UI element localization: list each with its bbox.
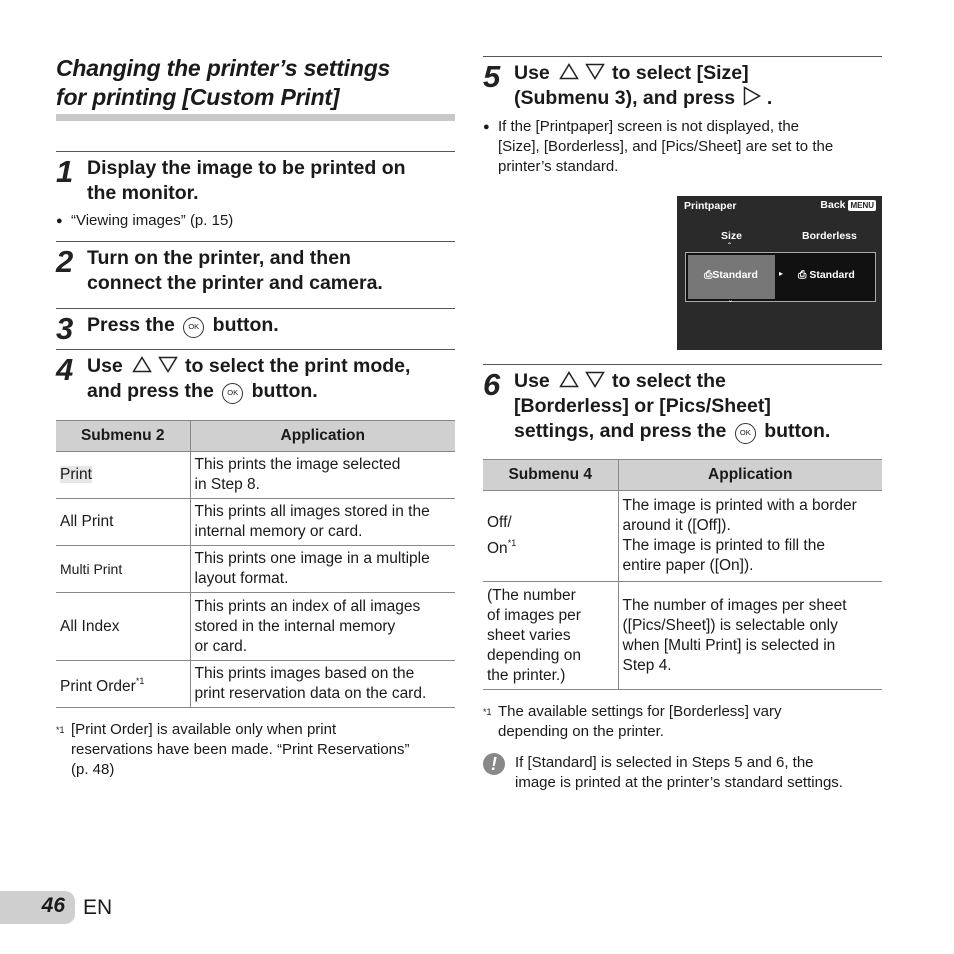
step-4-line2-post: button. (251, 380, 318, 402)
table-cell-app (190, 661, 455, 708)
footnote-ref: *1 (135, 676, 145, 686)
back-label: Back (820, 199, 846, 211)
footnote-left (56, 720, 455, 780)
footnote-line: reservations have been made. “Print Reservations” (71, 741, 410, 758)
app-line: layout format. (194, 570, 289, 587)
step-1-heading (87, 156, 455, 206)
step-3 (56, 308, 455, 349)
footnote-line: The available settings for [Borderless] vary (498, 703, 782, 720)
ok-button-icon: OK (735, 423, 756, 444)
ok-button-icon: OK (183, 317, 204, 338)
name-line: of images per (487, 606, 581, 624)
step-2-number: 2 (56, 244, 74, 279)
app-line: print reservation data on the card. (194, 685, 427, 702)
step-6-pre: Use (514, 370, 550, 392)
borderless-column-label: Borderless (802, 230, 857, 242)
borderless-value (798, 269, 855, 282)
step-5-number: 5 (483, 59, 501, 94)
footnote-mark: *1 (56, 725, 65, 735)
table-cell-name: Multi Print (56, 546, 190, 593)
name-line: the printer.) (487, 666, 566, 684)
app-line: This prints an index of all images (194, 597, 421, 615)
table-cell-name (483, 582, 618, 690)
app-line: in Step 8. (194, 476, 260, 493)
app-line: ([Pics/Sheet]) is selectable only (622, 616, 838, 634)
app-line: This prints all images stored in the (194, 503, 430, 520)
name-line: Off/ (487, 514, 512, 531)
table-cell-app (190, 452, 455, 499)
app-line: stored in the internal memory (194, 617, 396, 635)
step-1-bullet: ● “Viewing images” (p. 15) (56, 211, 455, 231)
table-header-submenu: Submenu 2 (56, 421, 190, 452)
up-triangle-icon (132, 356, 152, 373)
page-number: 46 (41, 894, 65, 917)
selection-row (685, 252, 876, 302)
table-cell-name: All Print (56, 499, 190, 546)
table-row (56, 546, 455, 593)
bullet-line: ● If the [Printpaper] screen is not displayed, the (498, 118, 800, 135)
table-row (56, 593, 455, 661)
down-triangle-icon (158, 356, 178, 373)
printpaper-screen (677, 196, 882, 350)
step-5-heading (514, 61, 882, 111)
app-line: entire paper ([On]). (622, 557, 754, 574)
page-title (56, 54, 455, 112)
title-line-2: for printing [Custom Print] (56, 84, 340, 110)
table-cell-app (190, 546, 455, 593)
table-header-application: Application (618, 460, 882, 491)
table-cell-app (618, 582, 882, 690)
right-column (483, 56, 882, 793)
step-1-line-1: Display the image to be printed on (87, 157, 406, 179)
name-line: sheet varies (487, 626, 571, 644)
table-cell-name (56, 661, 190, 708)
table-cell-app (618, 491, 882, 582)
table-header-row (483, 460, 882, 491)
printer-icon: ⎙ (798, 269, 807, 281)
app-line: This prints the image selected (194, 456, 401, 473)
step-5-pre: Use (514, 62, 550, 84)
step-6 (483, 364, 882, 444)
step-4-number: 4 (56, 352, 74, 387)
step-6-line3-post: button. (764, 420, 831, 442)
step-3-heading (87, 313, 455, 338)
size-column-label: Size (721, 230, 743, 242)
step-4-pre: Use (87, 355, 123, 377)
note-line: image is printed at the printer’s standard settings. (515, 774, 843, 791)
app-line: The image is printed to fill the (622, 537, 825, 554)
step-3-number: 3 (56, 311, 74, 346)
footnote-right (483, 702, 882, 742)
step-5-line2-post: . (766, 87, 773, 109)
table-cell-app (190, 499, 455, 546)
name-line (487, 533, 614, 559)
app-line: or card. (194, 637, 248, 655)
title-line-1: Changing the printer’s settings (56, 55, 391, 81)
submenu-2-table (56, 420, 455, 708)
step-2 (56, 241, 455, 308)
step-6-mid: to select the (612, 370, 726, 392)
bullet-line: [Size], [Borderless], and [Pics/Sheet] are set to the (498, 138, 834, 155)
table-row (56, 499, 455, 546)
step-5 (483, 56, 882, 350)
table-cell-name: All Index (56, 593, 190, 661)
size-value-text: Standard (712, 269, 758, 281)
step-1 (56, 151, 455, 241)
table-cell-app (190, 593, 455, 661)
step-3-post: button. (212, 314, 279, 336)
footnote-line: (p. 48) (71, 761, 115, 778)
note (483, 753, 882, 793)
borderless-value-text: Standard (809, 269, 855, 281)
table-header-submenu: Submenu 4 (483, 460, 618, 491)
app-line: The image is printed with a border (622, 497, 857, 514)
step-2-line-1: Turn on the printer, and then (87, 247, 351, 269)
table-row (56, 452, 455, 499)
step-6-heading (514, 369, 882, 444)
on-label: On (487, 540, 508, 557)
app-line: internal memory or card. (194, 523, 363, 540)
down-arrow-icon: ˇ (729, 300, 732, 309)
step-3-pre: Press the (87, 314, 175, 336)
step-4-mid: to select the print mode, (185, 355, 411, 377)
app-line: Step 4. (622, 656, 672, 674)
name-line: depending on (487, 646, 581, 664)
page-number-tab (0, 891, 75, 924)
step-6-line3-pre: settings, and press the (514, 420, 727, 442)
app-line: when [Multi Print] is selected in (622, 636, 836, 654)
down-triangle-icon (585, 63, 605, 80)
app-line: This prints one image in a multiple (194, 550, 430, 567)
right-arrow-icon: ▸ (779, 269, 784, 278)
step-6-line-2: [Borderless] or [Pics/Sheet] (514, 395, 771, 417)
table-row (483, 582, 882, 690)
up-triangle-icon (559, 371, 579, 388)
app-line: The number of images per sheet (622, 596, 847, 614)
step-4-line2-pre: and press the (87, 380, 214, 402)
caution-icon: ! (483, 753, 505, 775)
ok-button-icon: OK (222, 383, 243, 404)
footnote-line: depending on the printer. (498, 723, 664, 740)
table-header-application: Application (190, 421, 455, 452)
menu-badge: MENU (850, 201, 874, 210)
footnote-line: [Print Order] is available only when print (71, 721, 337, 738)
size-value (704, 269, 758, 282)
step-6-number: 6 (483, 367, 501, 402)
step-1-line-2: the monitor. (87, 182, 199, 204)
screen-back (820, 199, 876, 211)
table-cell-name (56, 452, 190, 499)
app-line: This prints images based on the (194, 665, 415, 682)
table-cell-name (483, 491, 618, 582)
step-5-bullet (483, 117, 882, 177)
right-triangle-icon (743, 86, 761, 106)
step-5-line2-pre: (Submenu 3), and press (514, 87, 736, 109)
note-line: If [Standard] is selected in Steps 5 and 6, the (515, 754, 814, 771)
language-label: EN (83, 896, 113, 919)
table-row (56, 661, 455, 708)
table-header-row (56, 421, 455, 452)
up-arrow-icon: ˆ (728, 242, 731, 251)
left-column (56, 54, 455, 780)
screen-title: Printpaper (684, 200, 737, 212)
name-line: (The number (487, 586, 576, 604)
down-triangle-icon (585, 371, 605, 388)
footnote-ref: *1 (507, 538, 517, 548)
step-2-heading (87, 246, 455, 296)
up-triangle-icon (559, 63, 579, 80)
step-5-mid: to select [Size] (612, 62, 749, 84)
table-row (483, 491, 882, 582)
print-order-label: Print Order (60, 678, 136, 695)
app-line: around it ([Off]). (622, 517, 731, 534)
step-4 (56, 349, 455, 420)
submenu-4-table (483, 459, 882, 690)
printer-icon: ⎙ (704, 269, 713, 281)
footnote-mark: *1 (483, 707, 492, 717)
step-1-number: 1 (56, 154, 74, 189)
title-underline (56, 114, 455, 121)
step-4-heading (87, 354, 455, 404)
step-2-line-2: connect the printer and camera. (87, 272, 383, 294)
bullet-line: printer’s standard. (498, 158, 619, 175)
print-label: Print (60, 466, 92, 483)
